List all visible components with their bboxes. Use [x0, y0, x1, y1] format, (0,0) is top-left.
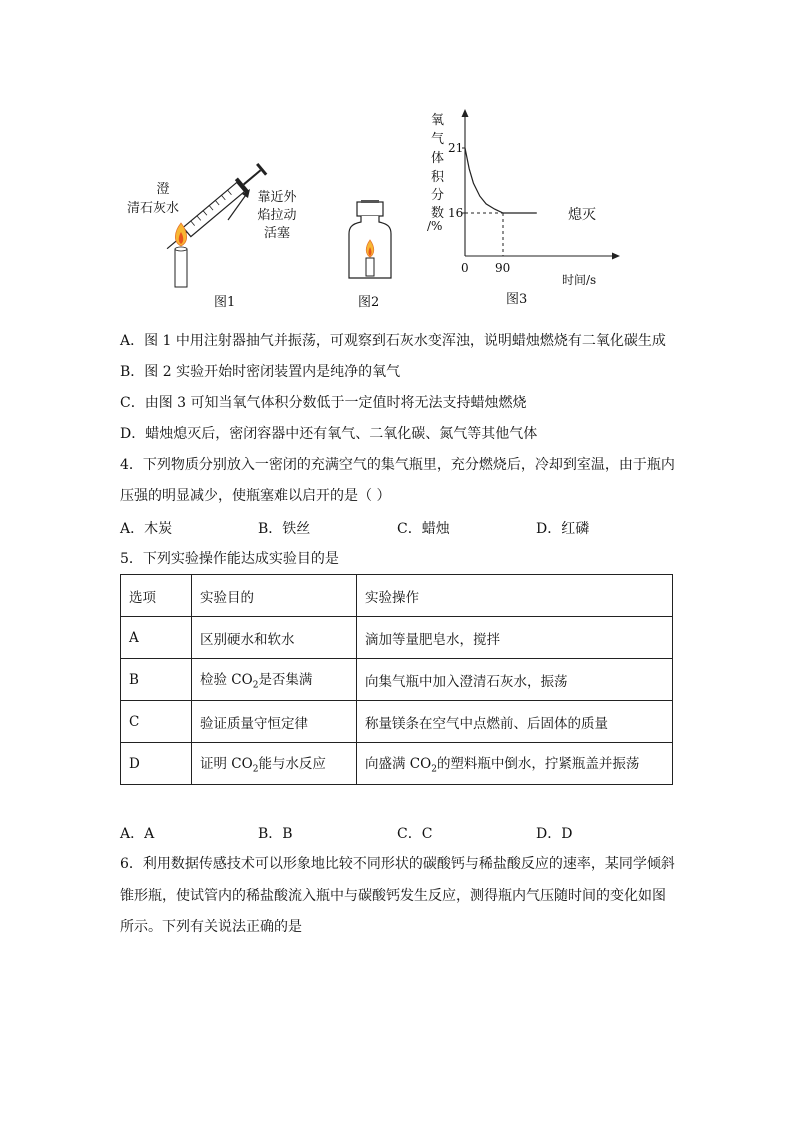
y-label-char: 氧: [431, 113, 445, 128]
table-row: [121, 701, 673, 743]
purpose-text: 检验 CO: [200, 672, 253, 689]
table-row: [121, 617, 673, 659]
label-plunger: 活塞: [263, 226, 290, 241]
row-operation: 称量镁条在空气中点燃前、后固体的质量: [357, 701, 673, 743]
x-axis-label: 时间/s: [562, 273, 597, 287]
q3-option-c: C．由图 3 可知当氧气体积分数低于一定值时将无法支持蜡烛燃烧: [120, 395, 527, 411]
label-pull: 焰拉动: [257, 208, 297, 223]
q5-option-b: B．B: [258, 826, 293, 842]
q4-option-a: A．木炭: [120, 521, 173, 537]
figure-3-caption: 图3: [506, 292, 528, 307]
q5-table: [120, 574, 673, 785]
q5-stem: 5．下列实验操作能达成实验目的是: [120, 551, 339, 567]
subscript: 2: [252, 680, 259, 691]
sealed-bottle-diagram: [345, 200, 395, 282]
row-option: C: [121, 701, 192, 743]
q4-option-b: B．铁丝: [258, 521, 311, 537]
q3-option-a: A．图 1 中用注射器抽气并振荡，可观察到石灰水变浑浊，说明蜡烛燃烧有二氧化碳生成: [120, 333, 666, 349]
x-tick-90: 90: [495, 261, 511, 275]
row-purpose: 验证质量守恒定律: [192, 701, 357, 743]
header-operation: 实验操作: [357, 575, 673, 617]
y-label-char: 分: [431, 188, 445, 203]
row-option: A: [121, 617, 192, 659]
table-row: [121, 743, 673, 785]
subscript: 2: [252, 764, 259, 775]
subscript: 2: [431, 764, 437, 775]
header-purpose: 实验目的: [192, 575, 357, 617]
q3-option-d: D．蜡烛熄灭后，密闭容器中还有氧气、二氧化碳、氮气等其他气体: [120, 426, 538, 442]
purpose-text: 是否集满: [258, 672, 313, 689]
y-label-char: 气: [431, 132, 445, 147]
y-tick-21: 21: [448, 141, 464, 155]
q4-option-c: C．蜡烛: [397, 521, 450, 537]
y-label-char: 数: [431, 206, 445, 221]
q4-stem-line2: 压强的明显减少，使瓶塞难以启开的是（ ）: [120, 488, 391, 504]
figure-2-caption: 图2: [358, 295, 380, 310]
q6-stem-line2: 锥形瓶，使试管内的稀盐酸流入瓶中与碳酸钙发生反应，测得瓶内气压随时间的变化如图: [120, 888, 666, 904]
q5-option-d: D．D: [536, 826, 573, 842]
purpose-text: 证明 CO: [200, 756, 253, 773]
q4-stem-line1: 4．下列物质分别放入一密闭的充满空气的集气瓶里，充分燃烧后，冷却到室温，由于瓶内: [120, 457, 675, 473]
q6-stem-line1: 6．利用数据传感技术可以形象地比较不同形状的碳酸钙与稀盐酸反应的速率，某同学倾斜: [120, 856, 675, 872]
row-option: D: [121, 743, 192, 785]
q4-option-d: D．红磷: [536, 521, 590, 537]
row-purpose: [192, 659, 357, 701]
label-clear: 澄: [156, 182, 170, 197]
row-operation: 滴加等量肥皂水，搅拌: [357, 617, 673, 659]
purpose-text: 能与水反应: [258, 756, 326, 773]
y-label-unit: /%: [427, 219, 443, 233]
row-operation: [357, 743, 673, 785]
extinguish-annotation: 熄灭: [568, 207, 596, 223]
y-label-char: 积: [431, 170, 445, 185]
row-operation: 向集气瓶中加入澄清石灰水，振荡: [357, 659, 673, 701]
q5-option-c: C．C: [397, 826, 433, 842]
operation-text: 向盛满 CO: [365, 756, 432, 773]
oxygen-chart: [440, 105, 620, 280]
table-row: [121, 659, 673, 701]
label-near-flame: 靠近外: [257, 190, 297, 205]
q5-option-a: A．A: [120, 826, 155, 842]
row-purpose: [192, 743, 357, 785]
header-option: 选项: [121, 575, 192, 617]
y-tick-16: 16: [448, 206, 464, 220]
operation-text: 的塑料瓶中倒水，拧紧瓶盖并振荡: [436, 756, 640, 773]
x-tick-0: 0: [461, 261, 469, 275]
q6-stem-line3: 所示。下列有关说法正确的是: [120, 919, 302, 935]
y-label-char: 体: [431, 151, 445, 166]
figure-1-caption: 图1: [214, 295, 236, 310]
label-limewater: 清石灰水: [126, 201, 179, 216]
row-option: B: [121, 659, 192, 701]
row-purpose: 区别硬水和软水: [192, 617, 357, 659]
q3-option-b: B．图 2 实验开始时密闭装置内是纯净的氧气: [120, 364, 401, 380]
table-header-row: [121, 575, 673, 617]
series-line: [465, 148, 537, 213]
